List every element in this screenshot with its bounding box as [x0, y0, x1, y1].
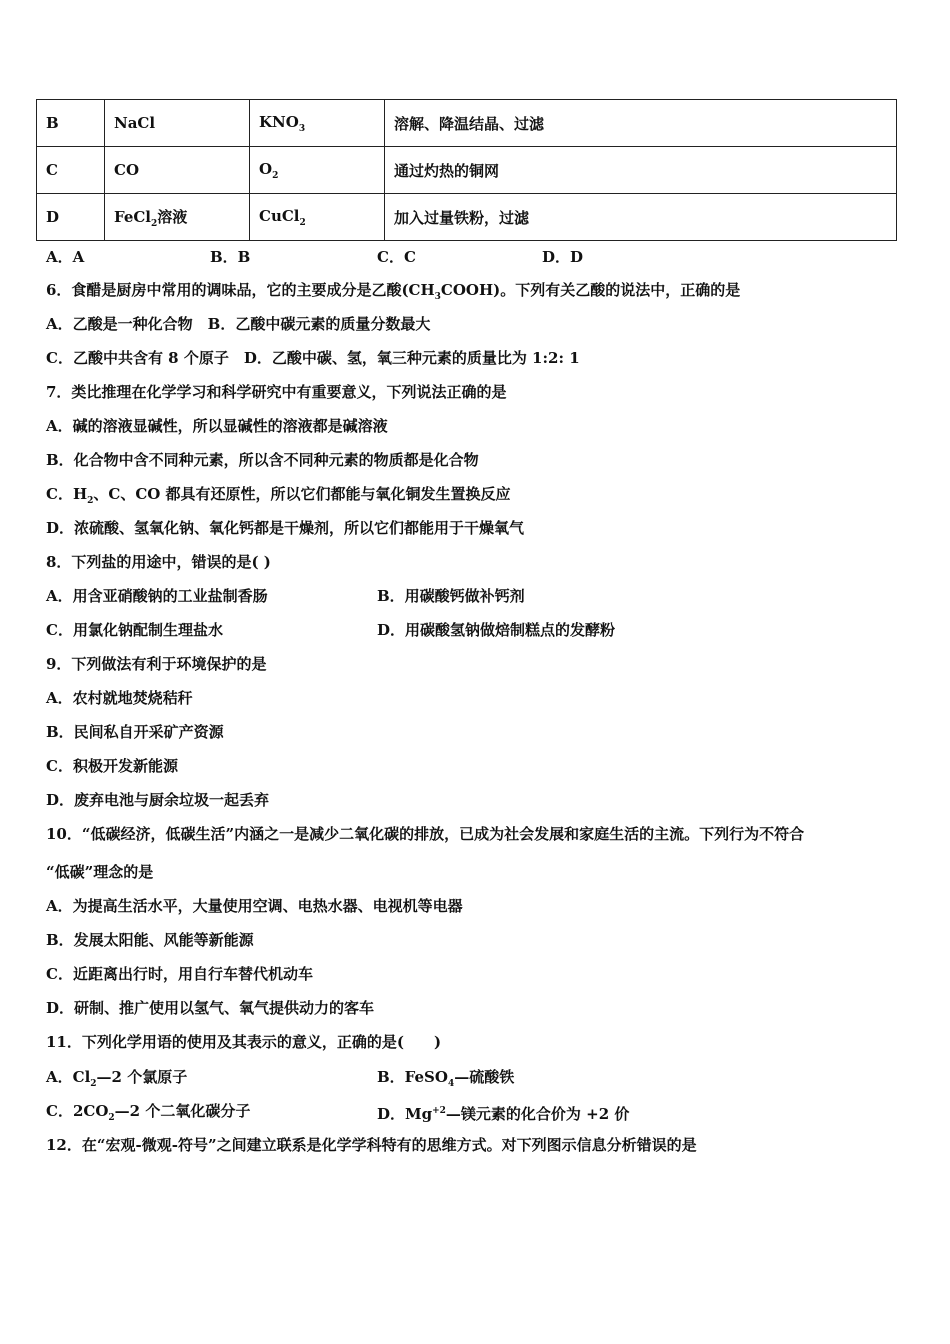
table-row — [37, 147, 897, 194]
q6-stem: 6．食醋是厨房中常用的调味品，它的主要成分是乙酸$(CH_3COOH)$。下列有关乙酸的说法中，正确的是 — [46, 281, 741, 302]
q10-stem-line2: “低碳”理念的是 — [46, 863, 154, 881]
q9-option-d: D．废弃电池与厨余垃圾一起丢弃 — [46, 791, 270, 809]
q6-options-cd: C．乙酸中共含有 8 个原子 D．乙酸中碳、氢，氧三种元素的质量比为 1:2: 1 — [46, 349, 580, 367]
q5-option-d: D．D — [542, 248, 584, 266]
q8-option-d: D．用碳酸氢钠做焙制糕点的发酵粉 — [377, 621, 616, 639]
q7-option-b: B．化合物中含不同种元素，所以含不同种元素的物质都是化合物 — [46, 451, 479, 469]
q8-option-b: B．用碳酸钙做补钙剂 — [377, 587, 525, 605]
substance-cell: CO — [105, 147, 250, 194]
q11-option-b: B．FeSO$_4$—硫酸铁 — [377, 1068, 515, 1089]
substance-cell: FeCl$_2$溶液 — [105, 194, 250, 241]
table-row — [37, 194, 897, 241]
q11-stem: 11．下列化学用语的使用及其表示的意义，正确的是( ) — [46, 1033, 442, 1051]
q11-option-a: A．$Cl_2—2$ 个氯原子 — [46, 1068, 188, 1089]
row-label: C — [37, 147, 105, 194]
table-row — [37, 100, 897, 147]
row-label: D — [37, 194, 105, 241]
q10-option-d: D．研制、推广使用以氢气、氧气提供动力的客车 — [46, 999, 375, 1017]
q10-stem-line1: 10．“低碳经济，低碳生活”内涵之一是减少二氧化碳的排放，已成为社会发展和家庭生活的主流。下列行为不符合 — [46, 825, 805, 843]
q6-options-ab: A．乙酸是一种化合物 B．乙酸中碳元素的质量分数最大 — [46, 315, 431, 333]
impurity-cell: $O_2$ — [250, 147, 385, 194]
substance-cell: NaCl — [105, 100, 250, 147]
q8-option-c: C．用氯化钠配制生理盐水 — [46, 621, 223, 639]
q9-stem: 9．下列做法有利于环境保护的是 — [46, 655, 267, 673]
q9-option-b: B．民间私自开采矿产资源 — [46, 723, 224, 741]
q7-option-a: A．碱的溶液显碱性，所以显碱性的溶液都是碱溶液 — [46, 417, 388, 435]
q5-option-c: C．C — [377, 248, 416, 266]
method-cell: 通过灼热的铜网 — [385, 147, 897, 194]
row-label: B — [37, 100, 105, 147]
q5-option-a: A．A — [46, 248, 85, 266]
impurity-cell: CuCl$_2$ — [250, 194, 385, 241]
impurity-cell: $KNO_3$ — [250, 100, 385, 147]
q12-stem: 12．在“宏观-微观-符号”之间建立联系是化学学科特有的思维方式。对下列图示信息分析错误的是 — [46, 1136, 697, 1154]
q10-option-c: C．近距离出行时，用自行车替代机动车 — [46, 965, 313, 983]
q9-option-c: C．积极开发新能源 — [46, 757, 178, 775]
q7-stem: 7．类比推理在化学学习和科学研究中有重要意义，下列说法正确的是 — [46, 383, 507, 401]
q11-option-c: C．$2CO_2—2$ 个二氧化碳分子 — [46, 1102, 251, 1123]
method-cell: 溶解、降温结晶、过滤 — [385, 100, 897, 147]
method-cell: 加入过量铁粉，过滤 — [385, 194, 897, 241]
q11-option-d: D．$Mg^{+2}—$镁元素的化合价为 +2 价 — [377, 1105, 630, 1123]
q7-option-d: D．浓硫酸、氢氧化钠、氧化钙都是干燥剂，所以它们都能用于干燥氧气 — [46, 519, 525, 537]
q9-option-a: A．农村就地焚烧秸秆 — [46, 689, 193, 707]
q10-option-a: A．为提高生活水平，大量使用空调、电热水器、电视机等电器 — [46, 897, 463, 915]
q8-option-a: A．用含亚硝酸钠的工业盐制香肠 — [46, 587, 268, 605]
q7-option-c: C．$H_2$、C、CO 都具有还原性，所以它们都能与氧化铜发生置换反应 — [46, 485, 511, 506]
options-table — [36, 99, 897, 241]
q5-option-b: B．B — [210, 248, 251, 266]
q8-stem: 8．下列盐的用途中，错误的是( ) — [46, 553, 271, 571]
q10-option-b: B．发展太阳能、风能等新能源 — [46, 931, 254, 949]
